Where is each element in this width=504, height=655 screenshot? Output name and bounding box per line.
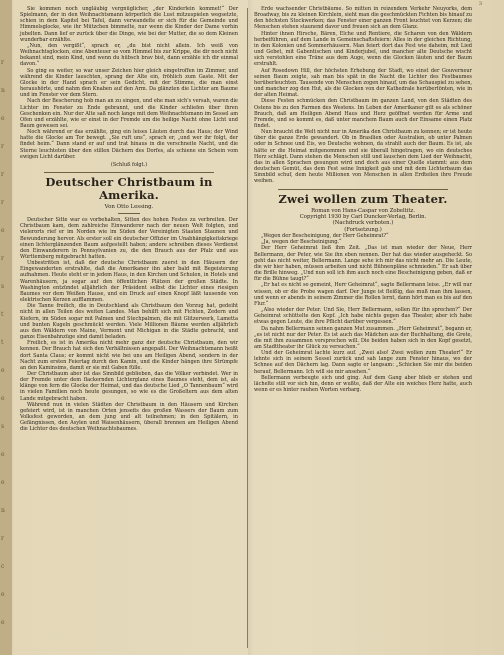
margin-mark: r	[1, 199, 4, 206]
article-body	[20, 217, 238, 432]
novel-copyright: Copyright 1930 by Carl Duncker-Verlag, Berlin.	[299, 213, 427, 220]
margin-mark: e	[1, 591, 5, 598]
novel-paragraph: Bellermann verbeugte sich und ging. Auf dem Gang aber blieb er stehen und lächelte still vor sich hin, denn er wußte, daß der Alte ein weiches Herz hatte, auch wenn er es hinter rauhen Worten verbarg.	[254, 374, 472, 394]
novel-continued-note: (Fortsetzung.)	[344, 226, 382, 233]
novel-rights-note: (Nachdruck verboten.)	[332, 220, 394, 227]
novel-heading: Zwei wollen zum Theater.	[278, 191, 448, 206]
story-continuation	[20, 6, 238, 160]
margin-mark: r	[1, 143, 4, 150]
margin-mark: r	[1, 171, 4, 178]
story-paragraph: Noch während er das erzählte, ging ein leises Läuten durch das Haus; der Wind hatte die Glocke am Tor bewegt. „Sie ruft uns“, sprach er, „und wer ihr folgt, der findet heim.“ Dann stand er auf und trat hinaus in die verschneite Nacht, und die Sterne leuchteten über den stillen Dächern des Dorfes, als schiene ein Schein vom ewigen Licht darüber.	[20, 129, 238, 160]
story-paragraph: Nach der Bescherung hob man an zu singen, und ehe man sich's versah, waren die Lichter im Fenster zu Ende gebrannt, und die Kinder schliefen über ihren Geschenken ein. Nur der Alte saß noch lange mit dem Weihnachtsmann im Sessel am Ofen und erzählte, wie er einst in der Fremde um die heilige Nacht ohne Licht und Baum gewesen sei.	[20, 98, 238, 129]
margin-mark: n	[1, 507, 5, 514]
margin-marks	[1, 0, 11, 655]
article-paragraph: Die Tanne freilich, die in Deutschland als Christbaum den Vorzug hat, gedeiht nicht in allen Teilen des weiten Landes. Man behilft sich mit Fichten, Zedern und Kiefern, im Süden sogar mit Palmen und Stechpalmen, die mit Glitzerwerk, Lametta und bunten Kugeln geschmückt werden. Viele Millionen Bäume werden alljährlich aus den Wäldern von Maine, Vermont und Michigan in die Städte gebracht, und ganze Eisenbahnzüge sind damit beladen.	[20, 303, 238, 341]
novel-subtitle: Roman von Hans-Caspar von Zobeltitz.	[311, 207, 415, 214]
margin-mark: r	[1, 59, 4, 66]
article-paragraph: Der Christbaum aber ist das Sinnbild geblieben, das die Völker verbindet. Wer in der Fremde unter dem flackernden Lichterglanz eines Baumes steht, dem ist, als klänge von fern die Glocke der Heimat, und das deutsche Lied „O Tannenbaum“ wird in vielen Familien noch heute gesungen, so wie es die Großeltern aus dem alten Lande mitgebracht haben.	[20, 370, 238, 402]
section-rule	[44, 172, 214, 173]
margin-mark: t	[1, 311, 4, 318]
novel-paragraph: Da nahm Bellermann seinen ganzen Mut zusammen. „Herr Geheimrat“, begann er, „es ist nicht nur der Peter. Es ist auch das Mädchen aus der Buchhaltung, die Grete, die mit ihm zusammen vorsprechen will. Die beiden haben sich in den Kopf gesetzt, am Stadttheater ihr Glück zu versuchen.“	[254, 325, 472, 350]
article-continuation	[254, 6, 472, 185]
margin-mark: e	[1, 619, 5, 626]
novel-paragraph: „Also wieder der Peter. Und Sie, Herr Bellermann, sollen für ihn sprechen?“ Der Geheimrat schüttelte den Kopf. „Ich habe nichts gegen das Theater, aber ich habe etwas gegen Leute, die ihre Pflicht darüber vergessen.“	[254, 307, 472, 326]
story-paragraph: So ging es weiter, so war unser Zeichen hier gleich eingetroffen im Zimmer, und während die Kinder lauschten, sprang der Alte ein, fröhlich zum Gaste. Mit der Glocke in der Hand sprach er sein Gedicht, mit der Stimme, die man einst heraushörte, und nahm den Knaben auf den Arm. Da glänzten die Lichter am Baume und im Fenster vor dem Stern.	[20, 67, 238, 99]
story-paragraph: Sie kommen noch ungläubig vergnüglicher, „der Kinderlein kommet!“ Der Spielmann, der in den Weihnachtsmann körperlich die Lust mitzuspielen wegsetzte, schien in dem Kapitel bei Tafel, dann verwandelte er sich für die Gemeinde und Himmelsglocke, wie ihr Mützchen bimmelte, nur wenn die Kinder der Dame vorhin jubelten. Dann lief er zurück über die Dinge, wie bei der Mutter, die so dem Kleinen wunderbar erzählte.	[20, 6, 238, 43]
margin-mark: e	[1, 367, 5, 374]
section-rule	[278, 189, 448, 190]
margin-mark: s	[1, 283, 5, 290]
article-paragraph: Diese Festen schmücken den Christbaum im ganzen Land, von den Städten des Ostens bis zu den Farmen des Westens. Im Leben der Amerikaner gilt es als schöner Brauch, daß am Heiligen Abend Haus und Herz geöffnet werden für Arme und Fremde, und so kommt es, daß unter manchem Baum auch der Einsame einen Platz findet.	[254, 98, 472, 129]
novel-body	[254, 233, 472, 393]
article-paragraph: Während nun in vielen Städten der Christbaum in den Häusern und Kirchen gefeiert wird, ist in manchen Orten jenseits des großen Wassers der Baum zum Volksfest geworden, an dem jung und alt teilnehmen; in den Spitälern, in Gefängnissen, den Asylen und Waisenhäusern, überall brennen am Heiligen Abend die Lichter des deutschen Weihnachtsbaumes.	[20, 401, 238, 433]
novel-paragraph: Und der Geheimrat lachte kurz auf. „Zwei also! Zwei wollen zum Theater!“ Er lehnte sich in seinem Sessel zurück und sah lange zum Fenster hinaus, wo der Schnee auf den Dächern lag. Dann sagte er langsam: „Schicken Sie mir die beiden herauf, Bellermann. Ich will sie mir ansehen.“	[254, 350, 472, 375]
byline-rule	[118, 213, 140, 214]
margin-mark: c	[1, 563, 5, 570]
article-paragraph: Nun braucht die Welt nicht nur in Amerika den Christbaum zu kennen; er ist heute über die ganze Erde gewandert. Ob in Brasilien oder Australien, ob unter Palmen oder in Schnee und Eis, wo Deutsche wohnen, da strahlt auch der Baum. Es ist, als hätte er die Heimat mitgenommen und sie überall hingetragen, wo ein deutsches Herz schlägt. Dann stehen die Menschen still und lauschen dem Lied der Weihnacht, das in allen Sprachen gesungen wird und doch aus einer Quelle stammt: aus dem deutschen Gemüt, das dem Fest seine Innigkeit gab und mit dem Lichterbaum das Sinnbild schuf, dem heute Millionen von Menschen in allen Erdteilen ihre Freude weihen.	[254, 129, 472, 185]
margin-mark: r	[1, 535, 4, 542]
margin-mark: e	[1, 115, 5, 122]
margin-mark: s	[1, 423, 5, 430]
novel-paragraph: „Er hat es nicht so gemeint, Herr Geheimrat“, sagte Bellermann leise. „Er will nur wissen, ob er die Probe wagen darf. Der Junge ist fleißig, das muß man ihm lassen, und wenn er abends in seinem Zimmer die Rollen lernt, dann hört man es bis auf den Flur.“	[254, 282, 472, 307]
article-byline: Von Otto Lessing.	[104, 204, 154, 211]
margin-mark: e	[1, 395, 5, 402]
margin-mark: e	[1, 227, 5, 234]
margin-mark: e	[1, 451, 5, 458]
article-paragraph: Freilich, es ist in Amerika nicht mehr ganz der deutsche Christbaum, den wir kennen. Der Brauch hat sich den Verhältnissen angepaßt. Der Weihnachtsmann heißt dort Santa Claus; er kommt nicht wie bei uns am Heiligen Abend, sondern in der Nacht zum ersten Feiertag durch den Kamin, und die Kinder hängen ihre Strümpfe an den Kaminsims, damit er sie mit Gaben fülle.	[20, 340, 238, 371]
margin-mark: n	[1, 87, 5, 94]
article-paragraph: Erde wachsender Christbäume. So mitten in reizendem Verkehr Neuyorks, dem Broadway, bis zu kleinen Kirchlein, sieht man die geschmückten Fichten bis hinauf zu den höchsten Stockwerken; das Fenster einer ganzen Front leuchtet von Kerzen; die Menschen stehen staunend davor und freuen sich an dem Glanz.	[254, 6, 472, 31]
page-number: 3	[478, 1, 482, 7]
article-paragraph: Deutscher Sitte war es vorbehalten, Sitten des hohen Festes zu verbreiten. Der Christbaum kam, dem zahlreiche Einwanderer nach der neuen Welt folgten, und vielerorts rief er im Norden wie im Süden der Vereinigten Staaten Staunen und Bewunderung hervor. Als erster soll ein deutscher Offizier im Unabhängigkeitskriege einen lichterglänzenden Baum aufgestellt haben; andere schreiben dieses Verdienst den Einwanderern in Pennsylvanien zu, die den Brauch aus der Pfalz und aus Württemberg mitgebracht hatten.	[20, 217, 238, 260]
novel-paragraph: „Ja, wegen der Bescheinigung.“	[261, 239, 342, 246]
story-paragraph: „Nun, den vergißt“, sprach er, „du bist nicht allein. Ich weiß von Weihnachtsglocken, eine Abenteuer so vom Himmel bis zur Krippe, die dir noch nicht bekannt sind, mein Kind, und wenn du hübsch brav bist, dann erzähle ich dir einmal davon.“	[20, 42, 238, 68]
right-column	[254, 6, 472, 393]
novel-paragraph: „Wegen der Bescheinigung, der Herr Geheimrat?“	[261, 233, 389, 240]
left-column	[20, 6, 238, 433]
article-paragraph: Auf Rosedown Hill, der höchsten Erhebung der Stadt, wo einst der Gouverneur seinen Baum zeigte, sah man bis spät in die Nacht die Lichter des Festbaumes herüberleuchten. Tausende von Menschen zogen hinauf, um das Schauspiel zu sehen, und mancher zog den Hut, als die Glocken von der Kathedrale herübertönten, wie in der alten Heimat.	[254, 67, 472, 99]
margin-mark: e	[1, 479, 5, 486]
article-heading: Deutscher Christbaum in Amerika.	[45, 175, 213, 203]
novel-paragraph: Der Herr Geheimrat ließ ihm Zeit. „Das ist man wieder der Neue, Herr Bellermann, der Peter, wie Sie ihn eben nennen. Der hat das wieder ausgeheckt. So geht das nicht weiter, Bellermann. Lange sehe ich mir das nicht mehr an. Die Leute, die wir hier haben, müssen arbeiten und nicht Bühnenpläne schmieden.“ Er sah über die Brille hinweg. „Und nun soll ich ihm auch noch eine Bescheinigung geben, daß er für die Bühne taugt?“	[254, 245, 472, 283]
end-note: (Schluß folgt.)	[110, 161, 148, 168]
margin-mark: t	[1, 339, 4, 346]
margin-mark: r	[1, 255, 4, 262]
article-paragraph: Hinter ihnen Hirsche, Bären, Elche und Rentiere, die Scharen von den Wäldern herbeiführen, auf dem Lande in Gemeinschaftsfeiern: Alles in der gleichen Richtung, in den Kolonien und Sommerhäusern. Man feiert dort das Fest wie daheim, mit Lied und Gebet, mit Gabentischen und Kinderjubel, und mancher alte Deutsche wischt sich verstohlen eine Träne aus dem Auge, wenn die Glocken läuten und der Baum erstrahlt.	[254, 30, 472, 68]
article-paragraph: Unbestritten ist, daß der deutsche Christbaum zuerst in den Häusern der Eingewanderten erstrahlte, daß die Amerikaner ihn aber bald mit Begeisterung aufnahmen. Heute steht er in jedem Haus, in den Kirchen und Schulen, in Hotels und Warenhäusern, ja sogar auf den öffentlichen Plätzen der großen Städte. In Washington entzündet alljährlich der Präsident selbst die Lichter eines riesigen Baumes vor dem Weißen Hause, und ein Druck auf einen Knopf läßt tausende von elektrischen Kerzen aufflammen.	[20, 260, 238, 304]
